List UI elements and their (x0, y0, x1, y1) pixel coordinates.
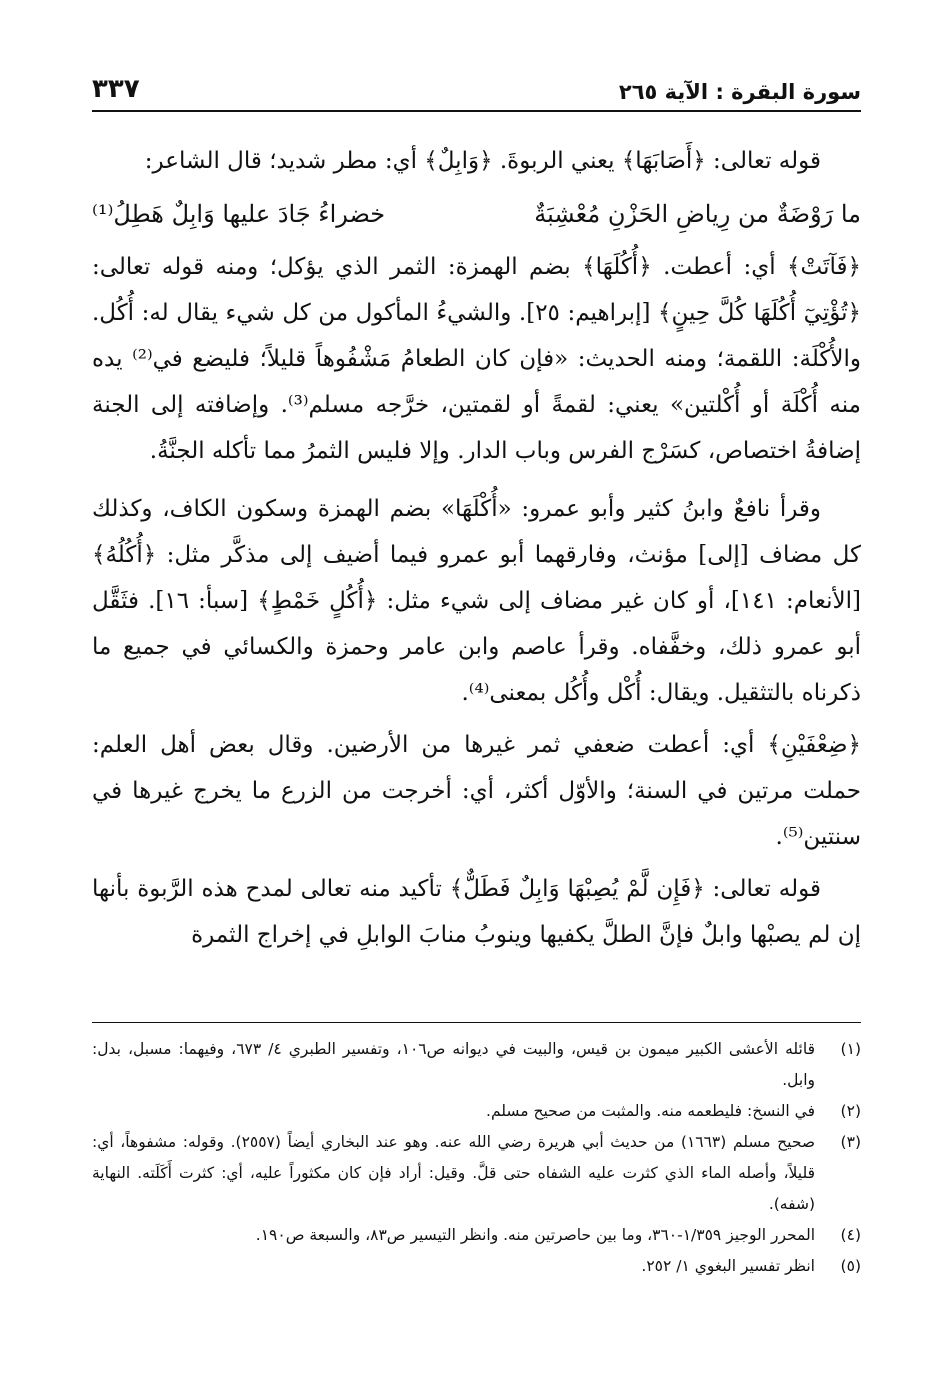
footnote-rule (92, 1022, 861, 1023)
footnote-text: قائله الأعشى الكبير ميمون بن قيس، والبيت في ديوانه ص١٠٦، وتفسير الطبري ٤/ ٦٧٣، وفيهما: مسبل، بدل: وابل. (92, 1040, 815, 1089)
poetry-verse (92, 190, 861, 238)
footnote (92, 1220, 861, 1251)
footnote (92, 1251, 861, 1282)
header-rule (92, 110, 861, 112)
footnote (92, 1096, 861, 1127)
footnote-number: (٢) (840, 1102, 861, 1120)
running-title: سورة البقرة : الآية ٢٦٥ (618, 80, 861, 104)
footnote (92, 1127, 861, 1220)
footnote-text: في النسخ: فليطعمه منه. والمثبت من صحيح مسلم. (486, 1102, 815, 1120)
running-header (92, 64, 861, 104)
paragraph-1: قوله تعالى: ﴿أَصَابَهَا﴾ يعني الربوةَ. ﴿وَابِلٌ﴾ أي: مطر شديد؛ قال الشاعر: (144, 148, 821, 174)
page-number: ٣٣٧ (92, 74, 140, 104)
main-text (92, 138, 861, 964)
footnote-number: (١) (840, 1040, 861, 1058)
footnotes (92, 1034, 861, 1282)
paragraph-4: ﴿ضِعْفَيْنِ﴾ أي: أعطت ضعفي ثمر غيرها من الأرضين. وقال بعض أهل العلم: حملت مرتين في السنة؛ والأوّل أكثر، أي: أخرجت من الزرع ما يخرج غيرها في سنتين⁽⁵⁾. (92, 732, 861, 850)
footnote-number: (٤) (840, 1226, 861, 1244)
footnote-text: صحيح مسلم (١٦٦٣) من حديث أبي هريرة رضي الله عنه. وهو عند البخاري أيضاً (٢٥٥٧). وقوله: مشفوهاً، أي: قليلاً، وأصله الماء الذي كثرت عليه الشفاه حتى قلَّ. وقيل: أراد فإن كان مكثوراً عليه، أي: كثرت أَكَلَته. النهاية (شفه). (92, 1133, 816, 1213)
verse-first-hemistich: ما رَوْضَةٌ من رِياضِ الحَزْنِ مُعْشِبَةٌ (534, 200, 861, 228)
verse-second-hemistich: خضراءُ جَادَ عليها وَابِلٌ هَطِلُ⁽¹⁾ (92, 200, 386, 228)
footnote-number: (٥) (840, 1257, 861, 1275)
footnote-text: انظر تفسير البغوي ١/ ٢٥٢. (641, 1257, 815, 1275)
paragraph-5: قوله تعالى: ﴿فَإِن لَّمْ يُصِبْهَا وَابِلٌ فَطَلٌّ﴾ تأكيد منه تعالى لمدح هذه الرَّبوة بأنها إن لم يصبْها وابلٌ فإنَّ الطلَّ يكفيها وينوبُ منابَ الوابلِ في إخراج الثمرة (92, 876, 861, 948)
footnote-number: (٣) (840, 1133, 861, 1151)
paragraph-3: وقرأ نافعٌ وابنُ كثير وأبو عمرو: «أُكْلَهَا» بضم الهمزة وسكون الكاف، وكذلك كل مضاف [إلى] مؤنث، وفارقهما أبو عمرو فيما أضيف إلى مذكَّر مثل: ﴿أُكُلُهُ﴾ [الأنعام: ١٤١]، أو كان غير مضاف إلى شيء مثل: ﴿أُكُلٍ خَمْطٍ﴾ [سبأ: ١٦]. فثَقَّل أبو عمرو ذلك، وخفَّفاه. وقرأ عاصم وابن عامر وحمزة والكسائي في جميع ما ذكرناه بالتثقيل. ويقال: أُكْل وأُكُل بمعنى⁽⁴⁾. (92, 496, 861, 706)
footnote-text: المحرر الوجيز ١/٣٥٩-٣٦٠، وما بين حاصرتين منه. وانظر التيسير ص٨٣، والسبعة ص١٩٠. (255, 1226, 815, 1244)
paragraph-2: ﴿فَآتَتْ﴾ أي: أعطت. ﴿أُكُلَهَا﴾ بضم الهمزة: الثمر الذي يؤكل؛ ومنه قوله تعالى: ﴿تُؤْتِيٓ أُكُلَهَا كُلَّ حِينٍ﴾ [إبراهيم: ٢٥]. والشيءُ المأكول من كل شيء يقال له: أُكُل. والأُكْلَة: اللقمة؛ ومنه الحديث: «فإن كان الطعامُ مَشْفُوهاً قليلاً؛ فليضع في⁽²⁾ يده منه أُكْلَة أو أُكْلتين» يعني: لقمةً أو لقمتين، خرَّجه مسلم⁽³⁾. وإضافته إلى الجنة إضافةُ اختصاص، كسَرْج الفرس وباب الدار. وإلا فليس الثمرُ مما تأكله الجنَّةُ. (92, 254, 861, 464)
footnote (92, 1034, 861, 1096)
